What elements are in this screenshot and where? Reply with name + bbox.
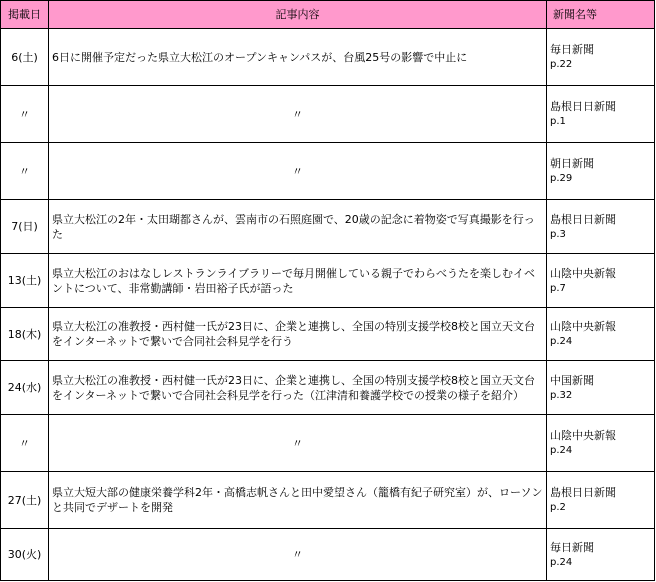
table-row [1,308,655,361]
row-paper-cell [547,529,655,581]
row-content: 県立大松江のおはなしレストランライブラリーで毎月開催している親子でわらべうたを楽しむイベントについて、非常勤講師・岩田裕子氏が語った [49,254,547,308]
table-row [1,254,655,308]
row-content: 〃 [49,415,547,472]
row-paper-cell [547,200,655,254]
row-paper-cell [547,29,655,86]
row-content: 県立大松江の2年・太田瑚都さんが、雲南市の石照庭園で、20歳の記念に着物姿で写真撮影を行った [49,200,547,254]
row-date: 7(日) [1,200,49,254]
table-row [1,86,655,143]
row-paper-cell [547,415,655,472]
row-paper: 中国新聞 [550,373,594,387]
row-page: p.24 [550,556,573,568]
row-date: 6(土) [1,29,49,86]
row-page: p.22 [550,59,573,70]
row-content: 〃 [49,86,547,143]
header-paper: 新聞名等 [547,1,655,29]
row-content: 県立大松江の准教授・西村健一氏が23日に、企業と連携し、全国の特別支援学校8校と国立天文台をインターネットで繋いで合同社会科見学を行った（江津清和養護学校での授業の様子を紹介） [49,361,547,415]
row-paper: 山陰中央新報 [550,320,616,333]
table-body [1,29,655,581]
row-page: p.24 [550,445,573,456]
row-paper: 毎日新聞 [550,43,594,56]
row-paper-cell [547,472,655,529]
row-paper-cell [547,308,655,361]
row-paper-cell [547,143,655,200]
row-page: p.29 [550,173,573,184]
row-content: 〃 [49,143,547,200]
row-date: 27(土) [1,472,49,529]
row-date: 〃 [1,415,49,472]
row-paper: 島根日日新聞 [550,100,616,113]
row-paper: 島根日日新聞 [550,212,616,226]
row-content: 県立大短大部の健康栄養学科2年・高橋志帆さんと田中愛望さん（籠橋有紀子研究室）が、ローソンと共同でデザートを開発 [49,472,547,529]
row-paper: 島根日日新聞 [550,486,616,499]
row-date: 13(土) [1,254,49,308]
header-content: 記事内容 [49,1,547,29]
row-content: 〃 [49,529,547,581]
header-date: 掲載日 [1,1,49,29]
row-date: 18(木) [1,308,49,361]
table-row [1,29,655,86]
row-date: 〃 [1,86,49,143]
row-paper: 山陰中央新報 [550,429,616,442]
row-paper: 朝日新聞 [550,157,594,170]
table-row [1,143,655,200]
row-page: p.3 [550,228,566,240]
row-paper: 山陰中央新報 [550,266,616,280]
row-page: p.1 [550,116,566,127]
row-content: 6日に開催予定だった県立大松江のオープンキャンパスが、台風25号の影響で中止に [49,29,547,86]
row-paper-cell [547,86,655,143]
row-paper: 毎日新聞 [550,540,594,554]
table-row [1,200,655,254]
row-page: p.7 [550,282,566,294]
table-row [1,361,655,415]
row-date: 〃 [1,143,49,200]
table-row [1,472,655,529]
table-row [1,415,655,472]
header-row [1,1,655,29]
row-page: p.32 [550,389,573,401]
table-header [1,1,655,29]
row-date: 24(水) [1,361,49,415]
row-page: p.2 [550,502,566,513]
row-date: 30(火) [1,529,49,581]
row-paper-cell [547,361,655,415]
row-content: 県立大松江の准教授・西村健一氏が23日に、企業と連携し、全国の特別支援学校8校と国立天文台をインターネットで繋いで合同社会科見学を行う [49,308,547,361]
table-row [1,529,655,581]
row-page: p.24 [550,336,573,347]
row-paper-cell [547,254,655,308]
